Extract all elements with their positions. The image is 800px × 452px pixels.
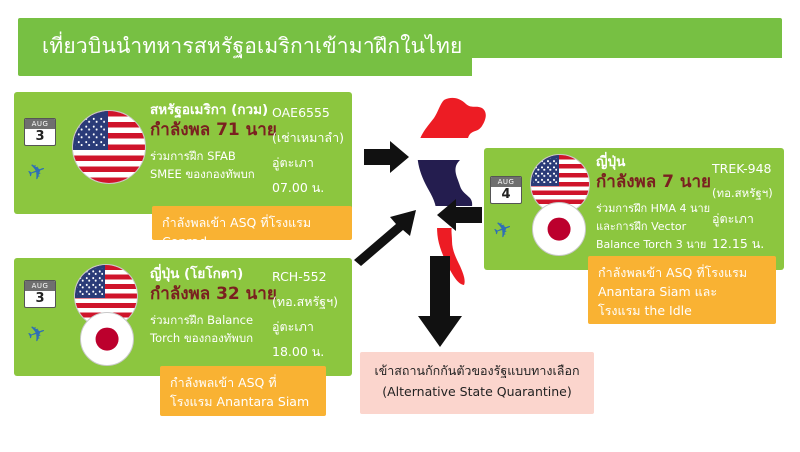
airplane-icon: ✈ <box>24 319 50 350</box>
card-note-line-2: Torch ของกองทัพบก <box>150 331 254 345</box>
card-japan-yokota <box>14 258 352 376</box>
card-country: ญี่ปุ่น (โยโกตา) <box>150 266 244 282</box>
flag-japan-icon <box>80 312 134 366</box>
card-flight-number: OAE6555 <box>272 105 330 120</box>
asq-box <box>360 352 594 414</box>
arrow-card3-to-map <box>430 198 482 232</box>
card-flight-type: (ทอ.สหรัฐฯ) <box>712 186 773 200</box>
date-day: 3 <box>35 291 45 306</box>
arrow-map-to-asq <box>416 256 464 348</box>
card-time: 12.15 น. <box>712 236 765 251</box>
flag-japan-icon <box>532 202 586 256</box>
card-note-line-2: SMEE ของกองทัพบก <box>150 167 255 181</box>
card-note-line-3: Balance Torch 3 นาย <box>596 238 707 251</box>
asq-line-1: เข้าสถานกักกันตัวของรัฐแบบทางเลือก <box>374 363 580 378</box>
callout-line-1: กำลังพลเข้า ASQ ที่โรงแรม Conrad <box>162 215 312 249</box>
card-flight-type: (ทอ.สหรัฐฯ) <box>272 294 338 309</box>
card-airport: อู่ตะเภา <box>272 319 314 334</box>
card-note-line-1: ร่วมการฝึก SFAB <box>150 149 236 163</box>
callout-line-2: Anantara Siam และ <box>598 284 718 299</box>
card-airport: อู่ตะเภา <box>272 155 314 170</box>
date-day: 4 <box>501 187 511 202</box>
date-month: AUG <box>25 119 55 129</box>
date-month: AUG <box>491 177 521 187</box>
card-usa-guam <box>14 92 352 214</box>
asq-line-2: (Alternative State Quarantine) <box>382 384 572 399</box>
date-tab <box>24 280 56 308</box>
card-time: 18.00 น. <box>272 344 325 359</box>
card-country: ญี่ปุ่น <box>596 154 626 170</box>
arrow-card2-to-map <box>352 208 418 268</box>
callout-line-3: โรงแรม the Idle <box>598 303 692 318</box>
callout-anantara <box>160 366 326 416</box>
callout-line-1: กำลังพลเข้า ASQ ที่โรงแรม <box>598 265 748 280</box>
card-japan <box>484 148 784 270</box>
callout-conrad <box>152 206 352 249</box>
card-strength: กำลังพล 71 นาย <box>150 120 277 140</box>
date-tab <box>24 118 56 146</box>
card-note-line-1: ร่วมการฝึก Balance <box>150 313 254 327</box>
arrow-card1-to-map <box>364 140 410 174</box>
card-strength: กำลังพล 32 นาย <box>150 284 277 304</box>
date-day: 3 <box>35 129 45 144</box>
flag-us-icon <box>72 110 146 184</box>
card-country: สหรัฐอเมริกา (กวม) <box>150 102 269 118</box>
card-flight-number: RCH-552 <box>272 269 327 284</box>
callout-anantara-idle <box>588 256 776 324</box>
header-banner <box>18 18 782 76</box>
card-airport: อู่ตะเภา <box>712 211 754 226</box>
card-note-line-2: และการฝึก Vector <box>596 220 687 233</box>
airplane-icon: ✈ <box>24 157 50 188</box>
card-time: 07.00 น. <box>272 180 325 195</box>
card-note-line-1: ร่วมการฝึก HMA 4 นาย <box>596 202 711 215</box>
callout-line-2: โรงแรม Anantara Siam <box>170 394 310 409</box>
page-title: เที่ยวบินนำทหารสหรัฐอเมริกาเข้ามาฝึกในไทย <box>42 34 463 58</box>
card-flight-type: (เช่าเหมาลำ) <box>272 130 344 145</box>
airplane-icon: ✈ <box>490 215 516 246</box>
callout-line-1: กำลังพลเข้า ASQ ที่ <box>170 375 277 390</box>
date-month: AUG <box>25 281 55 291</box>
card-strength: กำลังพล 7 นาย <box>596 172 711 192</box>
card-flight-number: TREK-948 <box>712 161 772 176</box>
